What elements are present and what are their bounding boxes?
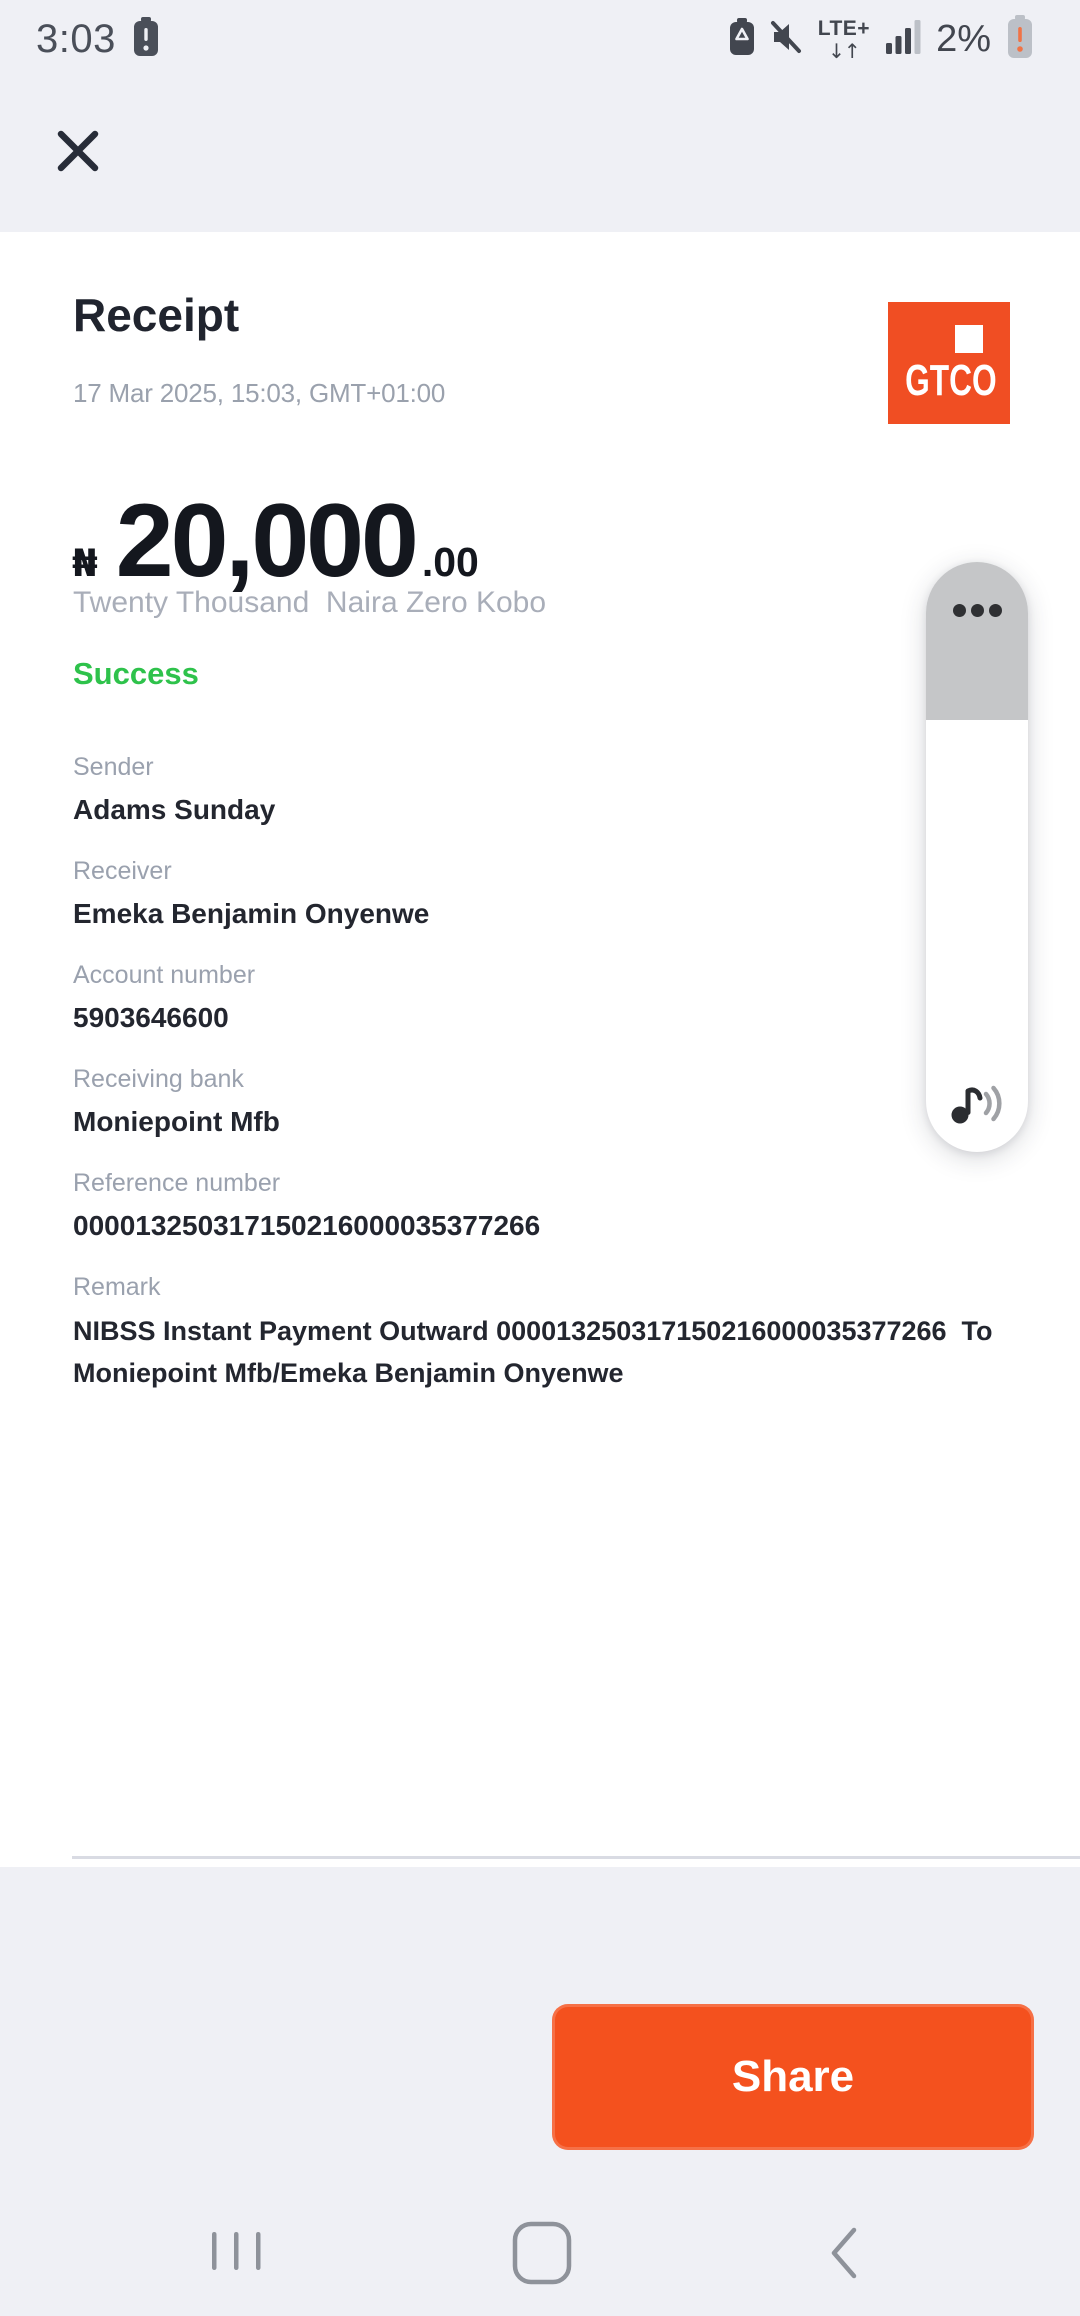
gtco-logo bbox=[888, 302, 1010, 424]
data-arrows-icon: ↓↑ bbox=[828, 38, 860, 63]
amount-main: 20,000 bbox=[115, 483, 416, 599]
field-label: Receiver bbox=[73, 857, 172, 885]
gtco-logo-square-icon bbox=[955, 325, 983, 353]
gtco-logo-text: GTCO bbox=[905, 356, 997, 405]
field-value: 5903646600 bbox=[73, 1002, 229, 1033]
panel-menu-icon bbox=[953, 604, 966, 617]
status-time: 3:03 bbox=[36, 16, 116, 61]
field-label: Account number bbox=[73, 961, 256, 989]
battery-saver-icon bbox=[730, 18, 754, 60]
status-badge: Success bbox=[73, 656, 199, 691]
field-label: Remark bbox=[73, 1273, 161, 1301]
share-button[interactable]: Share bbox=[552, 2004, 1034, 2150]
page-title: Receipt bbox=[73, 289, 240, 341]
field-label: Sender bbox=[73, 753, 154, 781]
network-type-indicator bbox=[818, 18, 870, 61]
amount-decimal: .00 bbox=[421, 539, 479, 585]
receipt-datetime: 17 Mar 2025, 15:03, GMT+01:00 bbox=[73, 378, 446, 408]
battery-percent: 2% bbox=[936, 17, 991, 60]
back-icon bbox=[825, 2269, 863, 2284]
back-button[interactable] bbox=[820, 2222, 868, 2286]
field-reference-number bbox=[73, 1168, 1025, 1246]
panel-handle[interactable] bbox=[926, 562, 1028, 720]
home-icon bbox=[512, 2273, 572, 2288]
field-label: Receiving bank bbox=[73, 1065, 244, 1093]
status-bar-right bbox=[730, 15, 1034, 64]
home-button[interactable] bbox=[510, 2220, 574, 2288]
panel-menu-icon bbox=[989, 604, 1002, 617]
field-value: 000013250317150216000035377266 bbox=[73, 1210, 541, 1241]
field-account-number bbox=[73, 960, 1025, 1038]
close-icon bbox=[50, 167, 106, 182]
panel-menu-icon bbox=[971, 604, 984, 617]
field-receiving-bank bbox=[73, 1064, 1025, 1142]
field-value: NIBSS Instant Payment Outward 000013250317150216000035377266 To Moniepoint Mfb/Emeka Benjamin Onyenwe bbox=[73, 1316, 1001, 1388]
field-value: Emeka Benjamin Onyenwe bbox=[73, 898, 430, 929]
music-note-icon bbox=[946, 1077, 1008, 1132]
divider bbox=[72, 1856, 1080, 1859]
battery-low-icon bbox=[1006, 15, 1034, 64]
field-label: Reference number bbox=[73, 1169, 281, 1197]
floating-media-panel[interactable] bbox=[926, 562, 1028, 1152]
music-button[interactable] bbox=[939, 1074, 1015, 1134]
naira-symbol: ₦ bbox=[72, 542, 98, 585]
status-bar-left bbox=[36, 17, 160, 62]
amount bbox=[72, 483, 479, 599]
amount-in-words: Twenty Thousand Naira Zero Kobo bbox=[73, 586, 547, 619]
notification-battery-alert-icon bbox=[132, 17, 160, 62]
close-button[interactable] bbox=[50, 123, 106, 179]
field-value: Adams Sunday bbox=[73, 794, 276, 825]
signal-icon bbox=[885, 19, 921, 60]
recents-button[interactable] bbox=[204, 2226, 268, 2278]
field-remark bbox=[73, 1272, 1025, 1394]
field-value: Moniepoint Mfb bbox=[73, 1106, 280, 1137]
network-label: LTE+ bbox=[817, 16, 871, 40]
field-receiver bbox=[73, 856, 1025, 934]
status-bar bbox=[0, 0, 1080, 72]
field-sender bbox=[73, 752, 1025, 830]
receipt-card bbox=[0, 232, 1080, 1867]
receipt-fields bbox=[73, 752, 1025, 1420]
recents-icon bbox=[210, 2260, 262, 2275]
mute-icon bbox=[769, 20, 803, 59]
